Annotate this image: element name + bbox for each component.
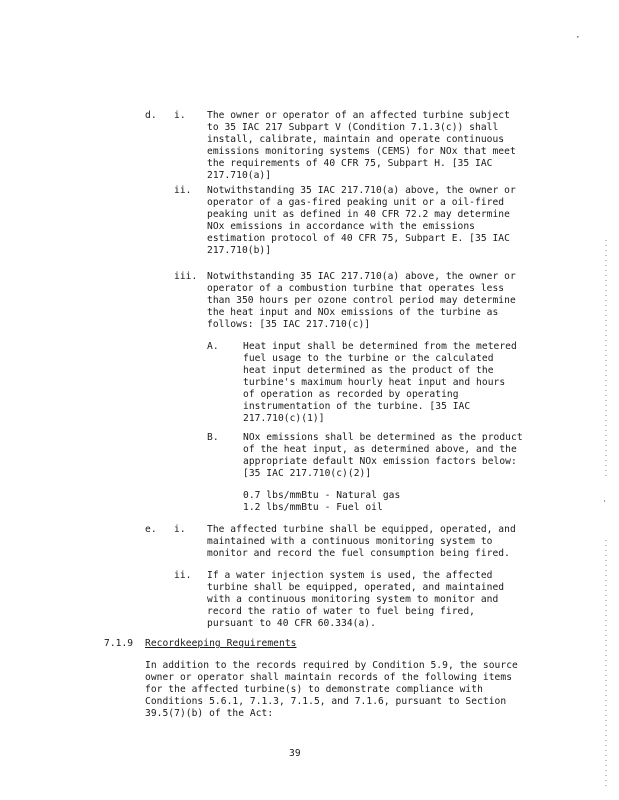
text-line: In addition to the records required by Condition 5.9, the source [145,660,518,671]
text-line: heat input determined as the product of the [243,365,494,376]
text-line: NOx emissions in accordance with the emissions [207,221,475,232]
item-num-e-ii: ii. [174,570,192,581]
item-num-e-i: i. [174,524,186,535]
text-line: operator of a gas-fired peaking unit or a oil-fired [207,197,505,208]
section-number: 7.1.9 [104,638,134,649]
text-line: follows: [35 IAC 217.710(c)] [207,319,371,330]
page-number: 39 [289,748,301,759]
section-title: Recordkeeping Requirements [145,638,297,649]
subitem-label-A: A. [207,341,219,352]
text-line: monitor and record the fuel consumption being fired. [207,548,510,559]
text-line: the heat input and NOx emissions of the turbine as [207,307,499,318]
text-line: 39.5(7)(b) of the Act: [145,708,274,719]
text-line: Heat input shall be determined from the metered [243,341,517,352]
text-line: peaking unit as defined in 40 CFR 72.2 may determine [207,209,510,220]
text-line: turbine shall be equipped, operated, and maintained [207,582,505,593]
text-line: fuel usage to the turbine or the calculated [243,353,494,364]
item-num-d-i: i. [174,110,186,121]
emission-factor: 0.7 lbs/mmBtu - Natural gas [243,490,401,501]
text-line: Conditions 5.6.1, 7.1.3, 7.1.5, and 7.1.6, pursuant to Section [145,696,507,707]
text-line: If a water injection system is used, the affected [207,570,493,581]
text-line: record the ratio of water to fuel being fired, [207,606,475,617]
text-line: instrumentation of the turbine. [35 IAC [243,401,471,412]
text-line: the requirements of 40 CFR 75, Subpart H. [35 IAC [207,158,493,169]
text-line: maintained with a continuous monitoring system to [207,536,493,547]
text-line: [35 IAC 217.710(c)(2)] [243,468,372,479]
text-line: Notwithstanding 35 IAC 217.710(a) above, the owner or [207,185,516,196]
text-line: of operation as recorded by operating [243,389,459,400]
text-line: The affected turbine shall be equipped, operated, and [207,524,516,535]
text-line: emissions monitoring systems (CEMS) for NOx that meet [207,146,516,157]
text-line: than 350 hours per ozone control period may determine [207,295,516,306]
subitem-label-B: B. [207,432,219,443]
text-line: Notwithstanding 35 IAC 217.710(a) above, the owner or [207,271,516,282]
text-line: operator of a combustion turbine that operates less [207,283,505,294]
text-line: for the affected turbine(s) to demonstrate compliance with [145,684,483,695]
text-line: pursuant to 40 CFR 60.334(a). [207,618,376,629]
text-line: 217.710(a)] [207,170,272,181]
text-line: NOx emissions shall be determined as the product [243,432,523,443]
text-line: to 35 IAC 217 Subpart V (Condition 7.1.3(c)) shall [207,122,499,133]
text-line: 217.710(c)(1)] [243,413,325,424]
item-letter-e: e. [145,524,157,535]
text-line: owner or operator shall maintain records of the following items [145,672,513,683]
text-line: with a continuous monitoring system to monitor and [207,594,499,605]
text-line: estimation protocol of 40 CFR 75, Subpart E. [35 IAC [207,233,510,244]
text-line: 217.710(b)] [207,245,272,256]
text-line: turbine's maximum hourly heat input and hours [243,377,506,388]
item-num-d-ii: ii. [174,185,192,196]
text-line: The owner or operator of an affected turbine subject [207,110,510,121]
item-letter-d: d. [145,110,157,121]
text-line: of the heat input, as determined above, and the [243,444,517,455]
text-line: appropriate default NOx emission factors below: [243,456,517,467]
emission-factor: 1.2 lbs/mmBtu - Fuel oil [243,502,383,513]
text-line: install, calibrate, maintain and operate continuous [207,134,505,145]
item-num-d-iii: iii. [174,271,198,282]
